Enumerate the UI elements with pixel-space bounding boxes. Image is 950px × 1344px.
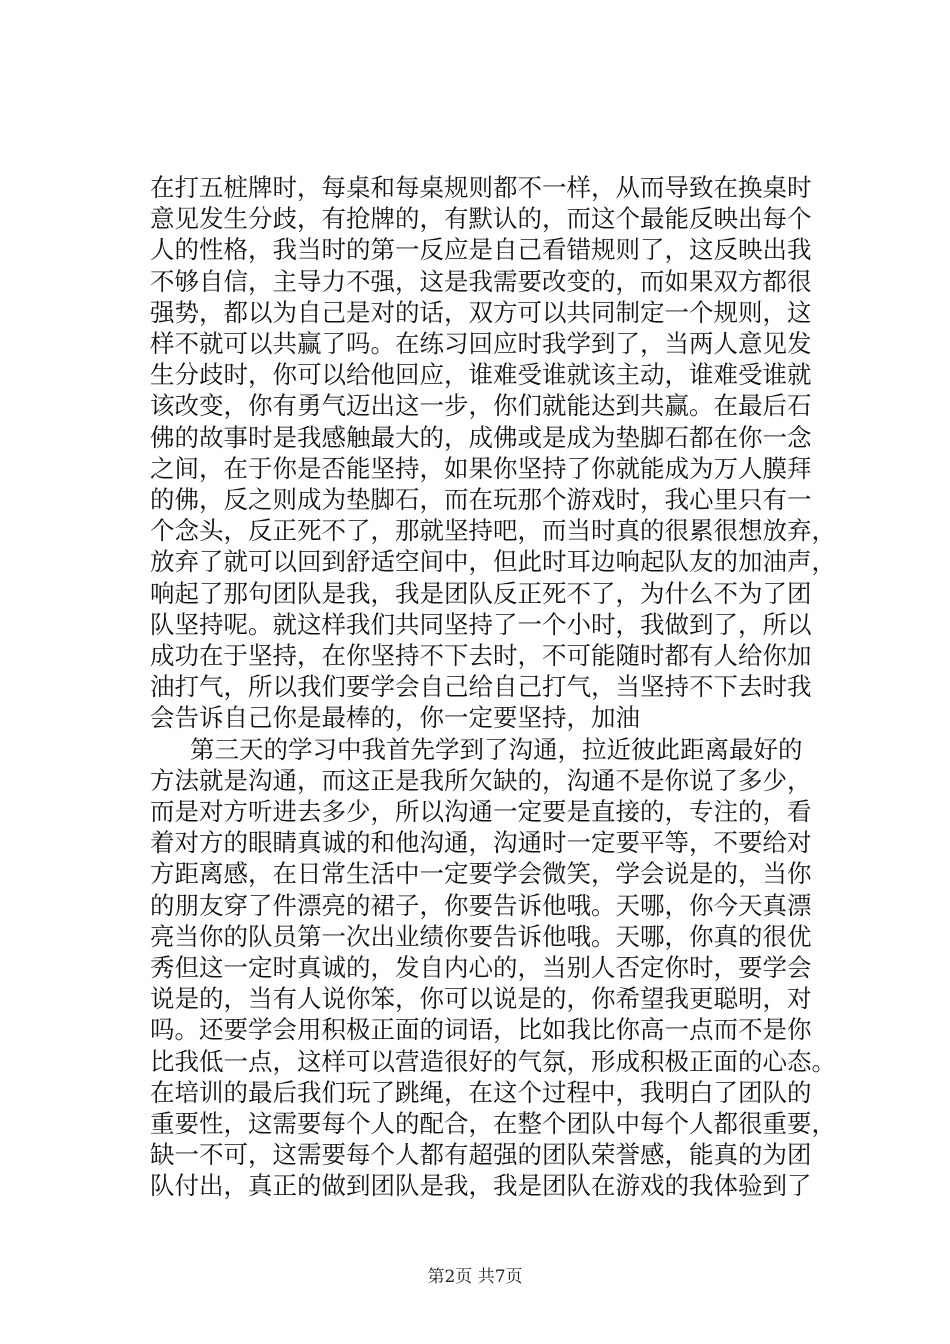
body-text-line: 之间，在于你是否能坚持，如果你坚持了你就能成为万人膜拜 — [150, 453, 812, 483]
body-text-line: 亮当你的队员第一次出业绩你要告诉他哦。天哪，你真的很优 — [150, 921, 812, 951]
body-text-line: 佛的故事时是我感触最大的，成佛或是成为垫脚石都在你一念 — [150, 422, 812, 452]
page-number-footer: 第2页 共7页 — [427, 1267, 523, 1287]
body-text-line: 秀但这一定时真诚的，发自内心的，当别人否定你时，要学会 — [150, 953, 812, 982]
body-text-line: 方法就是沟通，而这正是我所欠缺的，沟通不是你说了多少， — [150, 765, 812, 795]
body-text-line: 生分歧时，你可以给他回应，谁难受谁就该主动，谁难受谁就 — [150, 360, 812, 390]
body-text-line: 样不就可以共赢了吗。在练习回应时我学到了，当两人意见发 — [150, 329, 812, 358]
body-text-line: 的朋友穿了件漂亮的裙子，你要告诉他哦。天哪，你今天真漂 — [150, 890, 812, 920]
body-text-line: 该改变，你有勇气迈出这一步，你们就能达到共赢。在最后石 — [150, 391, 812, 421]
body-text-line: 强势，都以为自己是对的话，双方可以共同制定一个规则，这 — [150, 297, 812, 327]
body-text-line: 人的性格，我当时的第一反应是自己看错规则了，这反映出我 — [150, 235, 812, 265]
body-text-line: 吗。还要学会用积极正面的词语，比如我比你高一点而不是你 — [150, 1015, 812, 1045]
body-text-line: 个念头，反正死不了，那就坚持吧，而当时真的很累很想放弃， — [150, 516, 836, 546]
body-text-line: 油打气，所以我们要学会自己给自己打气，当坚持不下去时我 — [150, 672, 812, 702]
body-text-line: 在打五桩牌时，每桌和每桌规则都不一样，从而导致在换桌时 — [150, 173, 812, 202]
body-text-line: 队付出，真正的做到团队是我，我是团队在游戏的我体验到了 — [150, 1171, 812, 1201]
body-text-line: 不够自信，主导力不强，这是我需要改变的，而如果双方都很 — [150, 266, 812, 296]
body-text-line: 的佛，反之则成为垫脚石，而在玩那个游戏时，我心里只有一 — [150, 485, 812, 514]
body-text-line: 缺一不可，这需要每个人都有超强的团队荣誉感，能真的为团 — [150, 1140, 812, 1170]
paragraph-first-line: 第三天的学习中我首先学到了沟通，拉近彼此距离最好的 — [190, 734, 803, 764]
body-text-line: 重要性，这需要每个人的配合，在整个团队中每个人都很重要， — [150, 1109, 836, 1138]
body-text-line: 意见发生分歧，有抢牌的，有默认的，而这个最能反映出每个 — [150, 204, 812, 234]
body-text-line: 放弃了就可以回到舒适空间中，但此时耳边响起队友的加油声， — [150, 547, 836, 577]
body-text-line: 成功在于坚持，在你坚持不下去时，不可能随时都有人给你加 — [150, 641, 812, 670]
body-text-line: 响起了那句团队是我，我是团队反正死不了，为什么不为了团 — [150, 578, 812, 608]
body-text-line: 会告诉自己你是最棒的，你一定要坚持，加油 — [150, 703, 640, 733]
body-text-line: 队坚持呢。就这样我们共同坚持了一个小时，我做到了，所以 — [150, 609, 812, 639]
body-text-line: 比我低一点，这样可以营造很好的气氛，形成积极正面的心态。 — [150, 1046, 836, 1076]
body-text-line: 说是的，当有人说你笨，你可以说是的，你希望我更聪明，对 — [150, 984, 812, 1014]
body-text-line: 着对方的眼睛真诚的和他沟通，沟通时一定要平等，不要给对 — [150, 828, 812, 858]
body-text-line: 而是对方听进去多少，所以沟通一定要是直接的，专注的，看 — [150, 797, 812, 826]
body-text-line: 方距离感，在日常生活中一定要学会微笑，学会说是的，当你 — [150, 859, 812, 889]
body-text-line: 在培训的最后我们玩了跳绳，在这个过程中，我明白了团队的 — [150, 1077, 812, 1107]
